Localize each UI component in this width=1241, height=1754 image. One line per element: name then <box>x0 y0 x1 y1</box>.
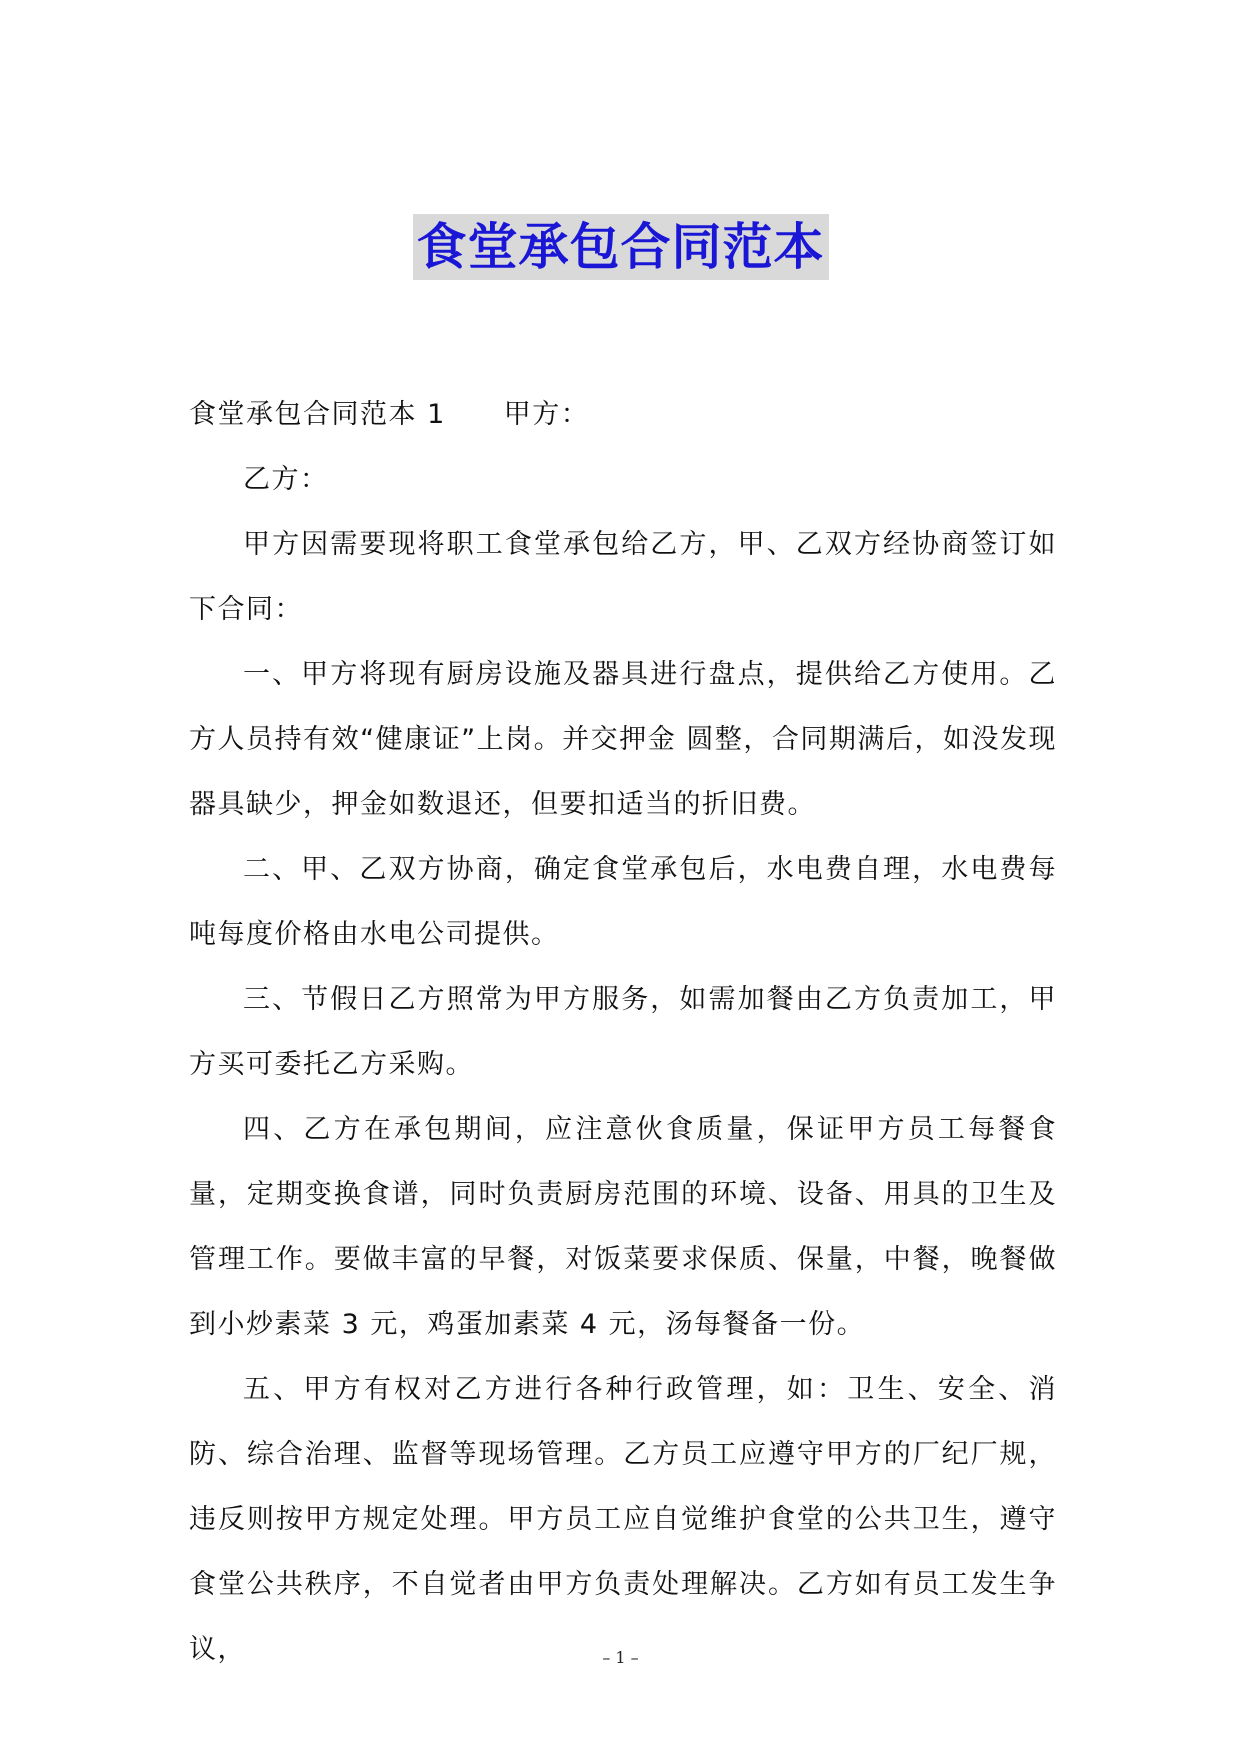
paragraph-clause-1: 一、甲方将现有厨房设施及器具进行盘点，提供给乙方使用。乙方人员持有效“健康证”上岗。并交押金 圆整，合同期满后，如没发现器具缺少，押金如数退还，但要扣适当的折旧费。 <box>189 659 1057 820</box>
paragraph-intro: 甲方因需要现将职工食堂承包给乙方，甲、乙双方经协商签订如下合同： <box>189 529 1057 625</box>
opening-line <box>189 382 1057 447</box>
party-a-label: 甲方： <box>503 399 590 430</box>
document-title: 食堂承包合同范本 <box>413 214 829 280</box>
document-body <box>189 382 1057 1682</box>
party-b-label: 乙方： <box>243 464 329 495</box>
paragraph-clause-5: 五、甲方有权对乙方进行各种行政管理，如：卫生、安全、消防、综合治理、监督等现场管理。乙方员工应遵守甲方的厂纪厂规，违反则按甲方规定处理。甲方员工应自觉维护食堂的公共卫生，遵守食堂公共秩序，不自觉者由甲方负责处理解决。乙方如有员工发生争议， <box>189 1374 1057 1665</box>
title-container <box>0 214 1241 280</box>
page-number: – 1 – <box>602 1648 639 1667</box>
paragraph-clause-2: 二、甲、乙双方协商，确定食堂承包后，水电费自理，水电费每吨每度价格由水电公司提供。 <box>189 854 1057 950</box>
opening-title: 食堂承包合同范本 1 <box>189 399 446 430</box>
paragraph-clause-4: 四、乙方在承包期间，应注意伙食质量，保证甲方员工每餐食量，定期变换食谱，同时负责厨房范围的环境、设备、用具的卫生及管理工作。要做丰富的早餐，对饭菜要求保质、保量，中餐，晚餐做到小炒素菜 3 元，鸡蛋加素菜 4 元，汤每餐备一份。 <box>189 1114 1057 1340</box>
paragraph-clause-3: 三、节假日乙方照常为甲方服务，如需加餐由乙方负责加工，甲方买可委托乙方采购。 <box>189 984 1057 1080</box>
